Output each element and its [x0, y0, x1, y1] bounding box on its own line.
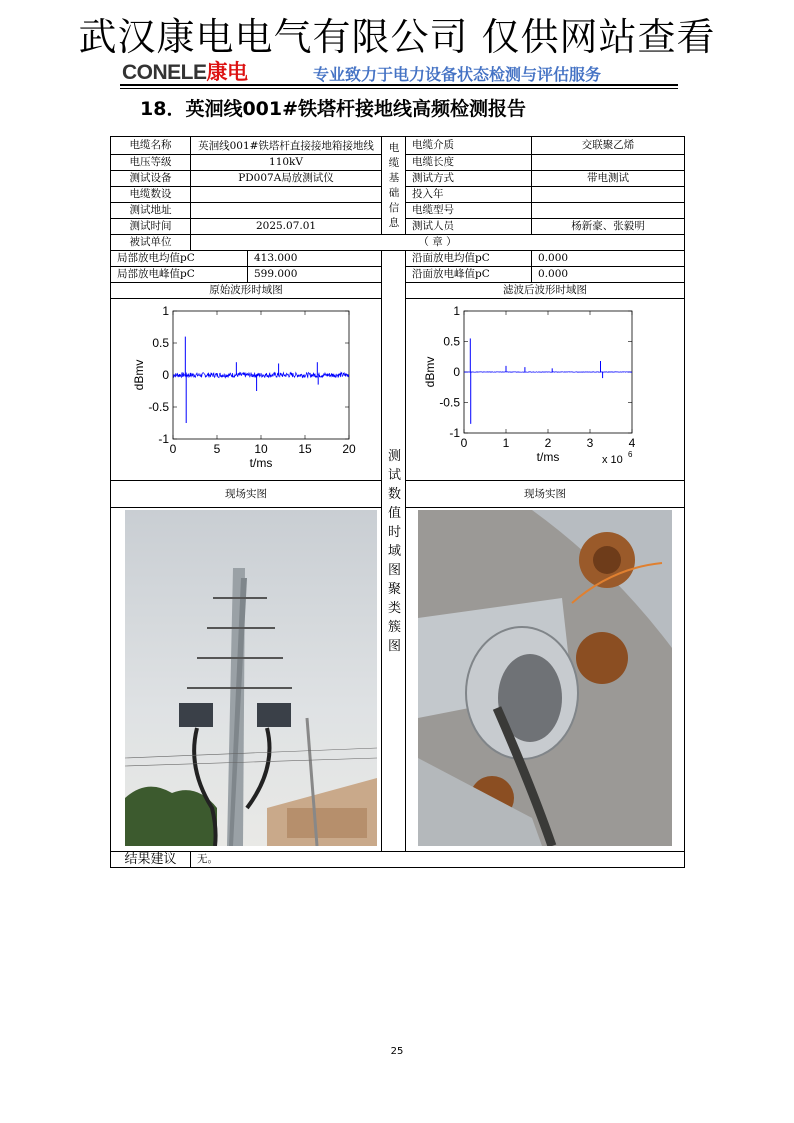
sensor-photo	[412, 508, 684, 846]
photo-label-right: 现场实图	[406, 481, 685, 508]
pd-avg-value: 413.000	[248, 251, 382, 267]
header-rule	[120, 84, 678, 86]
sf-peak-value: 0.000	[532, 267, 685, 283]
logo-main: CONELE	[122, 61, 207, 84]
photo-left-cell	[111, 508, 382, 852]
pd-peak-value: 599.000	[248, 267, 382, 283]
count-value	[191, 187, 382, 203]
sf-avg-label: 沿面放电均值pC	[406, 251, 532, 267]
sf-peak-label: 沿面放电峰值pC	[406, 267, 532, 283]
y-tick-label: 1	[162, 304, 169, 318]
medium-value: 交联聚乙烯	[532, 137, 685, 155]
y-tick-label: -0.5	[148, 400, 169, 414]
x-multiplier-exp: 6	[628, 450, 633, 459]
length-label: 电缆长度	[406, 155, 532, 171]
basic-info-text: 电缆基础信息	[388, 141, 400, 229]
unit-label: 被试单位	[111, 235, 191, 251]
device-value: PD007A局放测试仪	[191, 171, 382, 187]
y-tick-label: 0.5	[152, 336, 169, 350]
photo-label-left: 现场实图	[111, 481, 382, 508]
photo-right-cell	[406, 508, 685, 852]
orig-waveform-chart	[117, 299, 413, 475]
x-tick-label: 15	[298, 442, 312, 456]
x-tick-label: 3	[586, 436, 594, 450]
y-tick-label: 1	[453, 304, 461, 318]
time-value: 2025.07.01	[191, 219, 382, 235]
address-label: 测试地址	[111, 203, 191, 219]
year-value	[532, 187, 685, 203]
x-tick-label: 4	[628, 436, 636, 450]
filtered-waveform-chart	[412, 299, 684, 475]
x-tick-label: 10	[254, 442, 268, 456]
orig-wave-label: 原始波形时域图	[111, 283, 382, 299]
y-tick-label: 0	[453, 365, 461, 379]
header-rule-thin	[120, 88, 678, 89]
pd-peak-label: 局部放电峰值pC	[111, 267, 248, 283]
company-logo	[122, 56, 248, 86]
person-value: 杨新豪、张毅明	[532, 219, 685, 235]
x-axis-label: t/ms	[249, 456, 273, 470]
cable-name-label: 电缆名称	[111, 137, 191, 155]
year-label: 投入年	[406, 187, 532, 203]
slogan: 专业致力于电力设备状态检测与评估服务	[313, 65, 602, 84]
cable-name-value: 英洄线001#铁塔杆直接接地箱接地线	[191, 137, 382, 155]
y-axis-label: dBmv	[423, 356, 438, 388]
y-tick-label: -0.5	[439, 395, 461, 410]
time-label: 测试时间	[111, 219, 191, 235]
medium-label: 电缆介质	[406, 137, 532, 155]
x-tick-label: 1	[502, 436, 510, 450]
method-label: 测试方式	[406, 171, 532, 187]
seal-value: （ 章 ）	[191, 235, 685, 251]
method-value: 带电测试	[532, 171, 685, 187]
basic-info-label	[382, 137, 406, 235]
x-multiplier: x 10	[602, 454, 623, 466]
length-value	[532, 155, 685, 171]
x-tick-label: 5	[213, 442, 221, 456]
person-label: 测试人员	[406, 219, 532, 235]
model-value	[532, 203, 685, 219]
orig-chart-cell	[111, 299, 382, 481]
report-table	[110, 136, 685, 868]
y-tick-label: -1	[449, 426, 461, 440]
filtered-wave-label: 滤波后波形时域图	[406, 283, 685, 299]
y-tick-label: -1	[158, 432, 169, 446]
y-axis-label: dBmv	[132, 359, 146, 391]
sf-avg-value: 0.000	[532, 251, 685, 267]
middle-label-text: 测试数值时域图聚类簇图	[388, 448, 402, 654]
result-value: 无。	[191, 852, 685, 868]
watermark-text: 武汉康电电气有限公司 仅供网站查看	[78, 15, 716, 59]
y-tick-label: 0.5	[443, 334, 461, 349]
device-label: 测试设备	[111, 171, 191, 187]
pd-avg-label: 局部放电均值pC	[111, 251, 248, 267]
x-axis-label: t/ms	[536, 450, 560, 464]
y-tick-label: 0	[162, 368, 169, 382]
x-tick-label: 2	[544, 436, 552, 450]
count-label: 电缆数设	[111, 187, 191, 203]
tower-photo	[117, 508, 413, 846]
voltage-label: 电压等级	[111, 155, 191, 171]
page-number: 25	[390, 1046, 404, 1057]
report-title: 18．英洄线001#铁塔杆接地线高频检测报告	[140, 98, 527, 120]
x-tick-label: 0	[460, 436, 468, 450]
x-tick-label: 20	[342, 442, 356, 456]
x-tick-label: 0	[169, 442, 177, 456]
filtered-chart-cell	[406, 299, 685, 481]
logo-cn: 康电	[206, 61, 248, 84]
model-label: 电缆型号	[406, 203, 532, 219]
result-label: 结果建议	[111, 852, 191, 868]
address-value	[191, 203, 382, 219]
voltage-value: 110kV	[191, 155, 382, 171]
